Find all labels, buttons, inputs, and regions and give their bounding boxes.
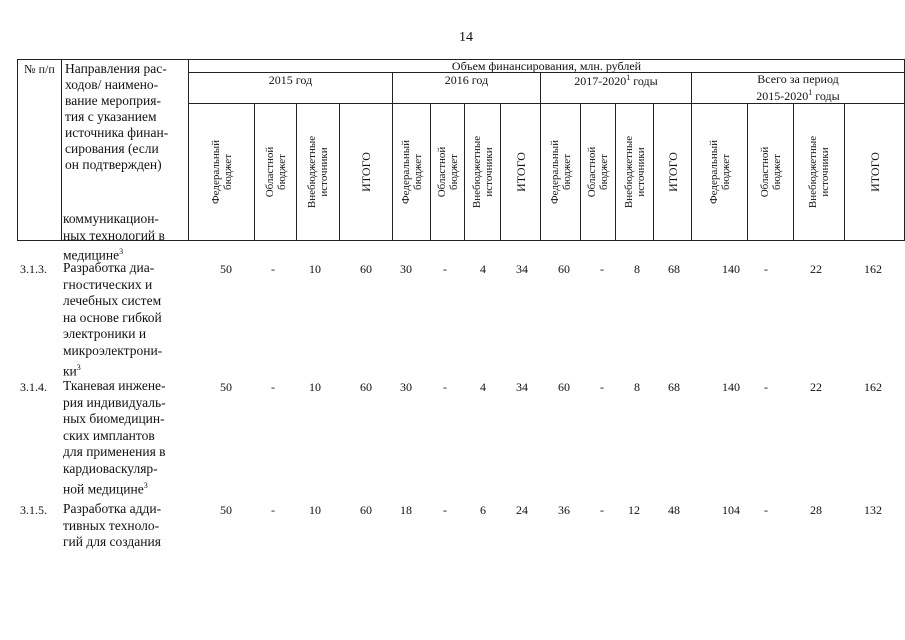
table-cell-value: - <box>764 380 768 394</box>
footnote-mark: 3 <box>143 480 148 490</box>
period-label: Всего за период <box>757 72 839 86</box>
footnote-mark: 1 <box>808 88 813 97</box>
table-cell-value: 132 <box>864 503 882 517</box>
table-cell-value: - <box>443 380 447 394</box>
text-line: Тканевая инжене- <box>63 378 166 393</box>
header-direction-line: вание мероприя- <box>65 93 161 108</box>
header-num-col: № п/п <box>18 60 62 241</box>
subcol-line: Областной <box>263 146 276 198</box>
subcol-federal <box>393 104 431 241</box>
header-period-total <box>692 73 905 104</box>
table-cell-value: - <box>443 262 447 276</box>
table-cell-value: 24 <box>516 503 528 517</box>
header-direction-line: источника финан- <box>65 125 169 140</box>
subcol-line: ИТОГО <box>513 152 528 192</box>
header-volume-title: Объем финансирования, млн. рублей <box>189 60 905 73</box>
period-suffix: годы <box>630 74 658 88</box>
header-period-2017-2020 <box>541 73 692 104</box>
table-cell-value: 10 <box>309 380 321 394</box>
table-cell-value: 50 <box>220 503 232 517</box>
text-line: Разработка диа- <box>63 260 155 275</box>
table-cell-value: - <box>600 262 604 276</box>
text-line <box>63 478 189 498</box>
subcol-line: Федеральный <box>548 139 561 205</box>
table-cell-value: - <box>271 262 275 276</box>
subcol-federal <box>189 104 255 241</box>
row-number: 3.1.5. <box>20 503 47 517</box>
table-cell-value: 6 <box>480 503 486 517</box>
table-cell-value: 8 <box>634 380 640 394</box>
header-period-2015: 2015 год <box>189 73 393 104</box>
table-cell-value: 60 <box>360 380 372 394</box>
subcol-line: бюджет <box>560 154 573 190</box>
table-cell-value: 60 <box>558 262 570 276</box>
table-cell-value: 4 <box>480 262 486 276</box>
subcol-regional <box>431 104 465 241</box>
footnote-mark: 3 <box>119 247 124 257</box>
text-line: на основе гибкой <box>63 309 162 325</box>
row-direction <box>63 260 189 380</box>
subcol-line: Федеральный <box>707 139 720 205</box>
table-cell-value: 60 <box>360 262 372 276</box>
subcol-total <box>501 104 541 241</box>
table-cell-value: 60 <box>558 380 570 394</box>
text-line: лечебных систем <box>63 293 162 309</box>
subcol-line: Областной <box>435 146 448 198</box>
subcol-total <box>340 104 393 241</box>
subcol-line: бюджет <box>598 154 610 191</box>
subcol-regional <box>255 104 297 241</box>
subcol-line: Областной <box>586 146 598 198</box>
period-label: 2017-2020 <box>574 74 627 88</box>
subcol-line: Федеральный <box>209 139 222 205</box>
subcol-line: Внебюджетные <box>807 135 819 209</box>
text-span: ки <box>63 363 77 379</box>
table-cell-value: 10 <box>309 262 321 276</box>
subcol-line: источники <box>634 147 647 197</box>
table-cell-value: 22 <box>810 262 822 276</box>
subcol-line: бюджет <box>221 154 234 190</box>
header-period-2016: 2016 год <box>393 73 541 104</box>
subcol-line: Внебюджетные <box>470 135 483 209</box>
subcol-line: бюджет <box>275 154 288 191</box>
table-cell-value: 68 <box>668 380 680 394</box>
subcol-line: Внебюджетные <box>622 135 635 209</box>
header-direction-line: сирования (если <box>65 141 159 156</box>
text-span: медицине <box>63 247 120 263</box>
text-line <box>63 360 189 380</box>
text-line: Разработка адди- <box>63 501 162 516</box>
row-number: 3.1.3. <box>20 262 47 276</box>
subcol-federal <box>541 104 581 241</box>
footnote-mark: 3 <box>76 362 81 372</box>
text-line: гностических и <box>63 276 153 292</box>
subcol-total <box>654 104 692 241</box>
continuation-text <box>63 211 189 264</box>
table-cell-value: 48 <box>668 503 680 517</box>
table-cell-value: 140 <box>722 262 740 276</box>
table-cell-value: - <box>443 503 447 517</box>
subcol-total <box>845 104 905 241</box>
table-cell-value: 34 <box>516 380 528 394</box>
footnote-mark: 1 <box>626 73 631 82</box>
table-cell-value: - <box>764 503 768 517</box>
table-cell-value: - <box>271 503 275 517</box>
subcol-extrabudget <box>465 104 501 241</box>
table-cell-value: 104 <box>722 503 740 517</box>
table-cell-value: 162 <box>864 380 882 394</box>
table-cell-value: 30 <box>400 380 412 394</box>
subcol-regional <box>581 104 616 241</box>
header-direction-line: тия с указанием <box>65 109 157 124</box>
subcol-regional <box>748 104 794 241</box>
subcol-line: Областной <box>758 146 771 198</box>
table-cell-value: 50 <box>220 380 232 394</box>
subcol-line: бюджет <box>770 154 783 191</box>
text-line: кардиоваскуляр- <box>63 460 158 476</box>
text-line: тивных техноло- <box>63 517 160 533</box>
table-cell-value: 10 <box>309 503 321 517</box>
text-line: ных технологий в <box>63 227 165 243</box>
table-cell-value: 30 <box>400 262 412 276</box>
subcol-line: ИТОГО <box>359 152 373 192</box>
period-range: 2015-2020 <box>756 89 809 103</box>
table-cell-value: 34 <box>516 262 528 276</box>
subcol-extrabudget <box>794 104 845 241</box>
text-line: микроэлектрони- <box>63 342 163 358</box>
table-cell-value: 36 <box>558 503 570 517</box>
row-direction <box>63 501 189 551</box>
table-cell-value: 18 <box>400 503 412 517</box>
subcol-extrabudget <box>297 104 340 241</box>
subcol-line: бюджет <box>719 154 732 190</box>
table-cell-value: 162 <box>864 262 882 276</box>
text-line: рия индивидуаль- <box>63 394 166 410</box>
subcol-line: источники <box>318 147 330 197</box>
text-span: ной медицине <box>63 481 144 497</box>
row-direction <box>63 378 189 498</box>
table-cell-value: 28 <box>810 503 822 517</box>
header-direction-line: он подтвержден) <box>65 157 162 172</box>
table-cell-value: 22 <box>810 380 822 394</box>
text-line: для применения в <box>63 444 166 460</box>
subcol-line: бюджет <box>447 154 460 191</box>
table-cell-value: 4 <box>480 380 486 394</box>
subcol-line: источники <box>819 147 831 197</box>
subcol-line: ИТОГО <box>867 152 882 192</box>
table-cell-value: - <box>600 503 604 517</box>
header-direction-line: Направления рас- <box>65 61 167 76</box>
subcol-line: Внебюджетные <box>306 135 318 209</box>
text-line: гий для создания <box>63 534 161 550</box>
subcol-federal <box>692 104 748 241</box>
period-suffix: годы <box>812 89 840 103</box>
table-cell-value: - <box>600 380 604 394</box>
table-cell-value: - <box>764 262 768 276</box>
text-line: электроники и <box>63 326 147 342</box>
subcol-line: Федеральный <box>399 139 412 205</box>
table-cell-value: 12 <box>628 503 640 517</box>
text-line: ных биомедицин- <box>63 411 165 427</box>
period-label-line2 <box>692 86 904 103</box>
table-cell-value: 60 <box>360 503 372 517</box>
table-cell-value: 8 <box>634 262 640 276</box>
text-line: ских имплантов <box>63 427 155 443</box>
subcol-line: источники <box>482 147 495 197</box>
table-cell-value: 50 <box>220 262 232 276</box>
table-cell-value: - <box>271 380 275 394</box>
subcol-line: ИТОГО <box>665 152 680 192</box>
table-cell-value: 68 <box>668 262 680 276</box>
subcol-extrabudget <box>616 104 654 241</box>
row-number: 3.1.4. <box>20 380 47 394</box>
text-line: коммуникацион- <box>63 211 159 226</box>
subcol-line: бюджет <box>411 154 424 190</box>
table-cell-value: 140 <box>722 380 740 394</box>
header-direction-line: ходов/ наимено- <box>65 77 159 92</box>
page-number: 14 <box>459 30 473 45</box>
